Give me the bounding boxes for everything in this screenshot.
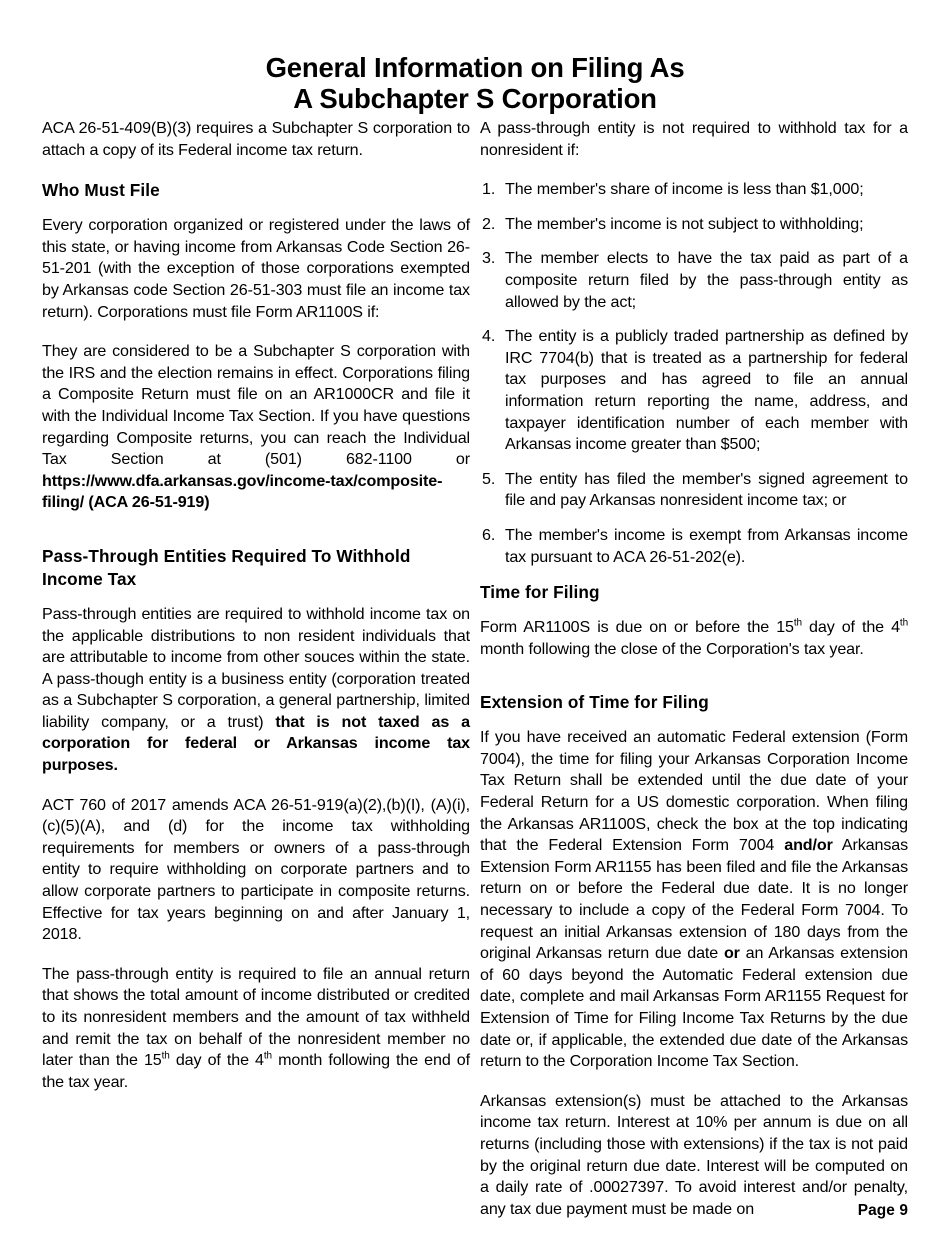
heading-passthrough-line-1: Pass-Through Entities Required To Withhold: [42, 545, 411, 566]
annual-return-paragraph: [42, 964, 470, 1094]
heading-passthrough-withhold: [42, 545, 470, 591]
heading-who-must-file: Who Must File: [42, 180, 160, 201]
annual-return-text-2: day of the 4: [169, 1051, 264, 1070]
ordinal-suffix-4th: th: [263, 1050, 272, 1062]
passthrough-bold-clause: that is not taxed as a corporation for federal or Arkansas income tax purposes.: [42, 712, 470, 775]
heading-time-for-filing: Time for Filing: [480, 582, 600, 603]
page-title-line-2: A Subchapter S Corporation: [293, 83, 657, 115]
list-item: The member's income is not subject to withholding;: [505, 214, 864, 233]
who-must-file-paragraph-2: [42, 341, 470, 514]
ordinal-suffix-4th: th: [899, 617, 908, 629]
withholding-exemption-intro: A pass-through entity is not required to withhold tax for a nonresident if:: [480, 119, 908, 159]
passthrough-text: Pass-through entities are required to withhold income tax on the applicable distributions to non resident individuals that are attributable to income from other souces within the state. A pass-though entity is a business entity (corporation treated as a Subchapter S corporation, a general partnership, limited liability company, or a trust): [42, 604, 470, 731]
right-column: [480, 118, 908, 1223]
annual-return-text-3: month following the end of the tax year.: [42, 1051, 470, 1091]
list-item: The entity is a publicly traded partnership as defined by IRC 7704(b) that is treated as a partnership for federal tax purposes and has agreed to file an annual information return reporting the name, address, and taxpayer identification number of each member with Arkansas income greater than $500;: [505, 327, 908, 454]
list-item: The entity has filed the member's signed agreement to file and pay Arkansas nonresident income tax; or: [505, 469, 908, 510]
extension-bold-and-or: and/or: [784, 836, 833, 855]
list-item: The member's share of income is less than $1,000;: [505, 180, 864, 199]
spacer: [480, 678, 908, 691]
left-column: [42, 118, 470, 1223]
ordinal-suffix-15th: th: [161, 1050, 170, 1062]
spacer: [42, 591, 470, 604]
spacer: [480, 568, 908, 581]
extension-text-3: an Arkansas extension of 60 days beyond the Automatic Federal extension due date, complete and mail Arkansas Form AR1155 Request for Extension of Time for Filing Income Tax Returns by the due date or, if applicable, the extended due date of the Arkansas return to the Corporation Income Tax Section.: [480, 944, 908, 1071]
list-item: The member elects to have the tax paid as part of a composite return filed by the pass-through entity as allowed by the act;: [505, 249, 908, 311]
extension-paragraph-1: [480, 727, 908, 1073]
who-must-file-paragraph-1: Every corporation organized or registered under the laws of this state, or having income from Arkansas Code Section 26-51-201 (with the exception of those corporations exempted by Arkansas code Section 26-51-303 must file an income tax return). Corporations must file Form AR1100S if:: [42, 216, 470, 321]
act-760-paragraph: ACT 760 of 2017 amends ACA 26-51-919(a)(2),(b)(I), (A)(i), (c)(5)(A), and (d) for the income tax withholding requirements for members or owners of a pass-through entity to require withholding on corporate partners and to allow corporate partners to participate in composite returns. Effective for tax years beginning on and after January 1, 2018.: [42, 795, 470, 944]
time-for-filing-paragraph: [480, 617, 908, 660]
extension-text-2: Arkansas Extension Form AR1155 has been filed and file the Arkansas return on or before the Federal due date. It is no longer necessary to include a copy of the Federal Form 7004. To request an initial Arkansas extension of 180 days from the original Arkansas return due date: [480, 836, 908, 963]
passthrough-paragraph-1: [42, 604, 470, 777]
intro-paragraph: ACA 26-51-409(B)(3) requires a Subchapter S corporation to attach a copy of its Federal income tax return.: [42, 119, 470, 159]
spacer: [42, 202, 470, 215]
composite-filing-url: https://www.dfa.arkansas.gov/income-tax/composite-filing/ (ACA 26-51-919): [42, 471, 443, 512]
page-title-line-1: General Information on Filing As: [265, 52, 685, 84]
heading-extension-of-time: Extension of Time for Filing: [480, 692, 709, 713]
ordinal-suffix-15th: th: [793, 617, 802, 629]
spacer: [42, 532, 470, 545]
spacer: [480, 604, 908, 617]
withholding-exemption-list: [480, 179, 908, 568]
time-for-filing-text-3: month following the close of the Corporation's tax year.: [480, 639, 864, 658]
list-item: The member's income is exempt from Arkansas income tax pursuant to ACA 26-51-202(e).: [505, 525, 908, 566]
extension-text-1: If you have received an automatic Federal extension (Form 7004), the time for filing your Arkansas Corporation Income Tax Return shall be extended until the due date of your Federal Return for a US domestic corporation. When filing the Arkansas AR1100S, check the box at the top indicating that the Federal Extension Form 7004: [480, 728, 908, 855]
extension-paragraph-2: Arkansas extension(s) must be attached to the Arkansas income tax return. Interest at 10% per annum is due on all returns (including those with extensions) if the tax is not paid by the original return due date. Interest will be computed on a daily rate of .00027397. To avoid interest and/or penalty, any tax due payment must be made on: [480, 1091, 908, 1218]
composite-return-text: They are considered to be a Subchapter S corporation with the IRS and the election remains in effect. Corporations filing a Composite Return must file on an AR1000CR and file it with the Individual Income Tax Section. If you have questions regarding Composite returns, you can reach the Individual Tax Section at (501) 682-1100 or: [42, 342, 470, 469]
annual-return-text-1: The pass-through entity is required to file an annual return that shows the total amount of income distributed or credited to its nonresident members and the amount of tax withheld and remit the tax on behalf of the nonresident member no later than the 15: [42, 964, 470, 1070]
extension-bold-or: or: [723, 944, 740, 963]
page-number-footer: Page 9: [857, 1202, 908, 1219]
page-title: [0, 52, 950, 114]
time-for-filing-text-1: Form AR1100S is due on or before the 15: [480, 618, 794, 637]
time-for-filing-text-2: day of the 4: [801, 618, 900, 637]
spacer: [480, 714, 908, 727]
two-column-body: [42, 118, 908, 1223]
heading-passthrough-line-2: Income Tax: [42, 568, 137, 589]
